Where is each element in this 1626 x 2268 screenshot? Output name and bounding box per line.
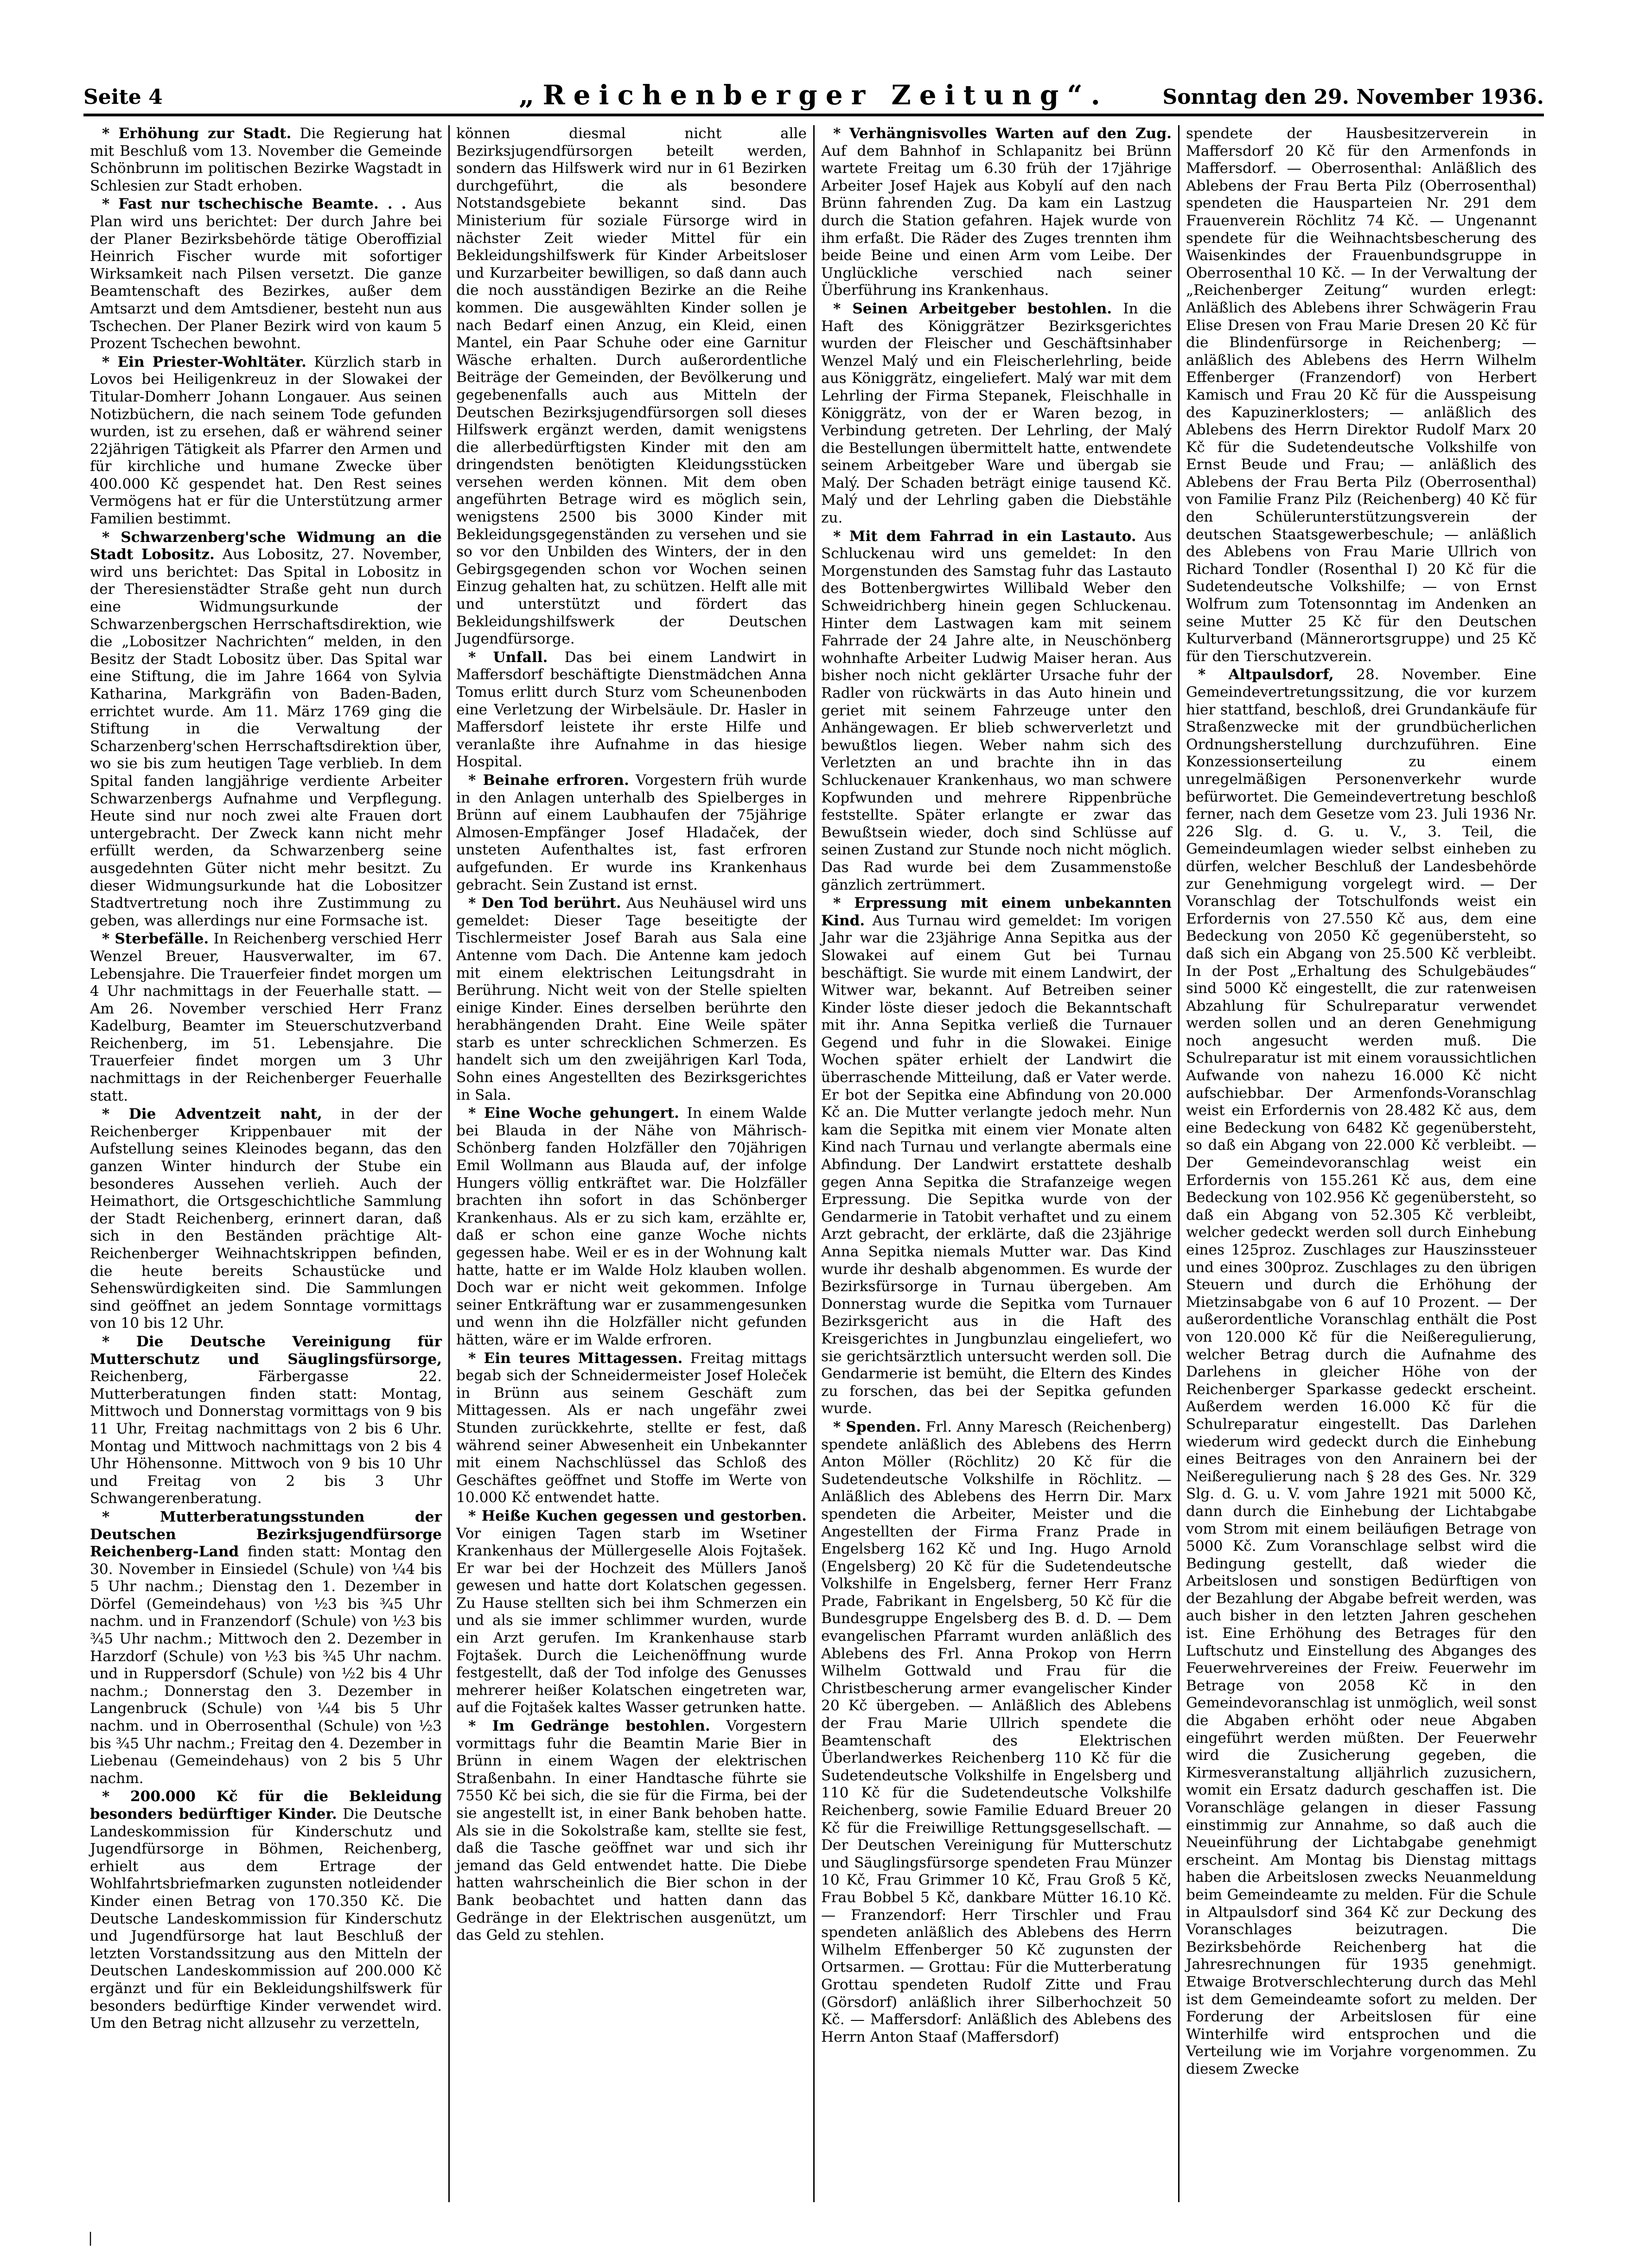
article-headline: * Schwarzenberg'sche Widmung an die Stadt Lobositz. <box>90 529 442 563</box>
article <box>456 125 807 648</box>
article-paragraph <box>90 1333 442 1508</box>
article-paragraph <box>821 895 1172 1418</box>
article-body: spendete der Hausbesitzerverein in Maffersdorf 20 Kč für den Armenfonds in Maffersdorf. — Oberrosenthal: Anläßlich des Ablebens der Frau Berta Pilz (Oberrosenthal) spendeten die Hausparteien Nr. 291 dem Frauenverein Röchlitz 74 Kč. — Ungenannt spendete für die Weihnachtsbescherung des Waisenkindes der Frauenbundsgruppe in Oberrosenthal 10 Kč. — In der Verwaltung der „Reichenberger Zeitung“ wurden erlegt: Anläßlich des Ablebens ihrer Schwägerin Frau Elise Dresen von Frau Marie Dresen 20 Kč für die Blindenfürsorge in Reichenberg; — anläßlich des Ablebens des Herrn Wilhelm Effenberger (Franzendorf) von Herbert Kamisch und Frau 20 Kč für die Ausspeisung des Kapuzinerklosters; — anläßlich des Ablebens des Herrn Direktor Rudolf Marx 20 Kč für die Sudetendeutsche Volkshilfe von Ernst Beude und Frau; — anläßlich des Ablebens der Frau Berta Pilz (Oberrosenthal) von Familie Franz Pilz (Reichenberg) 40 Kč für den Schülerunterstützungsverein der deutschen Staatsgewerbeschule; — anläßlich des Ablebens von Frau Marie Ullrich von Richard Tondler (Rosenthal I) 20 Kč für die Sudetendeutsche Volkshilfe; — von Ernst Wolfrum zum Totensonntag im Andenken an seine Mutter 25 Kč für den Deutschen Kulturverband (Männerortsgruppe) und 25 Kč für den Tierschutzverein. <box>1186 125 1537 665</box>
article-headline: * Eine Woche gehungert. <box>468 1105 679 1122</box>
column-4 <box>1178 125 1543 2202</box>
article-body: In die Haft des Königgrätzer Bezirksgerichtes wurden der Fleischer und Geschäftsinhaber Wenzel Malý und ein Fleischerlehrling, beide aus Königgrätz, eingeliefert. Malý war mit dem Lehrling der Firma Stepanek, Fleischhalle in Königgrätz, von der er Waren bezog, in Verbindung getreten. Der Lehrling, der Malý die Bestellungen übermittelt hatte, entwendete seinem Arbeitgeber Ware und übergab sie Malý. Der Schaden beträgt einige tausend Kč. Malý und der Lehrling gaben die Diebstähle zu. <box>821 300 1172 527</box>
article <box>821 125 1172 299</box>
article <box>456 772 807 894</box>
column-1 <box>83 125 448 2202</box>
article-body: Kürzlich starb in Lovos bei Heiligenkreuz in der Slowakei der Titular-Domherr Johann Longauer. Aus seinen Notizbüchern, die nach seinem Tode gefunden wurden, ist zu ersehen, daß er während seiner 22jährigen Tätigkeit als Pfarrer den Armen und für kirchliche und humane Zwecke über 400.000 Kč gespendet hat. Den Rest seines Vermögens hat er für die Unterstützung armer Familien bestimmt. <box>90 353 442 528</box>
masthead <box>83 81 1544 116</box>
article <box>1186 125 1537 665</box>
article-body: Vorgestern früh wurde in den Anlagen unterhalb des Spielberges in Brünn auf einem Laubhaufen der 75jährige Almosen-Empfänger Josef Hladaček, der unsteten Aufenthaltes ist, fast erfroren aufgefunden. Er wurde ins Krankenhaus gebracht. Sein Zustand ist ernst. <box>456 771 807 893</box>
article-headline: * 200.000 Kč für die Bekleidung besonders bedürftiger Kinder. <box>90 1788 442 1822</box>
article-headline: * Erhöhung zur Stadt. <box>102 125 292 142</box>
article <box>821 1419 1172 2046</box>
article-body: Frl. Anny Maresch (Reichenberg) spendete anläßlich des Ablebens des Herrn Anton Möller (Röchlitz) 20 Kč für die Sudetendeutsche Volkshilfe in Röchlitz. — Anläßlich des Ablebens des Herrn Dir. Marx spendeten die Arbeiter, Meister und die Angestellten der Firma Franz Prade in Engelsberg 162 Kč und Ing. Hugo Arnold (Engelsberg) 20 Kč für die Sudetendeutsche Volkshilfe in Engelsberg, ferner Herr Franz Prade, Fabrikant in Engelsberg, 50 Kč für die Bundesgruppe Engelsberg des B. d. D. — Dem evangelischen Pfarramt wurden anläßlich des Ablebens des Frl. Anna Prokop von Herrn Wilhelm Gottwald und Frau für die Christbescherung armer evangelischer Kinder 20 Kč übergeben. — Anläßlich des Ablebens der Frau Marie Ullrich spendete die Beamtenschaft des Elektrischen Überlandwerkes Reichenberg 110 Kč für die Sudetendeutsche Volkshilfe in Engelsberg und 110 Kč für die Sudetendeutsche Volkshilfe Reichenberg, sowie Familie Eduard Breuer 20 Kč für die Freiwillige Rettungsgesellschaft. — Der Deutschen Vereinigung für Mutterschutz und Säuglingsfürsorge spendeten Frau Münzer 10 Kč, Frau Grimmer 10 Kč, Frau Groß 5 Kč, Frau Bobbel 5 Kč, dankbare Mütter 16.10 Kč. — Franzendorf: Herr Tirschler und Frau spendeten anläßlich des Ablebens des Herrn Wilhelm Effenberger 50 Kč zugunsten der Ortsarmen. — Grottau: Für die Mutterberatung Grottau spendeten Rudolf Zitte und Frau (Görsdorf) anläßlich ihrer Silberhochzeit 50 Kč. — Maffersdorf: Anläßlich des Ablebens des Herrn Anton Staaf (Maffersdorf) <box>821 1418 1172 2045</box>
article-paragraph <box>1186 125 1537 665</box>
article-body: In einem Walde bei Blauda in der Nähe von Mährisch-Schönberg fanden Holzfäller den 70jährigen Emil Wollmann aus Blauda auf, der infolge Hungers völlig entkräftet war. Die Holzfäller brachten ihn sofort in das Schönberger Krankenhaus. Als er zu sich kam, erzählte er, daß er schon eine ganze Woche nichts gegessen habe. Weil er es in der Wohnung kalt hatte, hatte er im Walde Holz klauben wollen. Doch war er nicht weit gekommen. Infolge seiner Entkräftung war er zusammengesunken und wenn ihn die Holzfäller nicht gefunden hätten, wäre er im Walde erfroren. <box>456 1105 807 1348</box>
article <box>456 1718 807 1944</box>
article-headline: * Altpaulsdorf, <box>1198 666 1334 683</box>
article-body: Reichenberg, Färbergasse 22. Mutterberatungen finden statt: Montag, Mittwoch und Donnerstag vormittags von 9 bis 11 Uhr, Freitag nachmittags von 2 bis 6 Uhr. Montag und Mittwoch nachmittags von 2 bis 4 Uhr Höhensonne. Mittwoch von 9 bis 10 Uhr und Freitag von 2 bis 3 Uhr Schwangerenberatung. <box>90 1368 442 1507</box>
column-3 <box>813 125 1178 2202</box>
article-headline: * Erpressung mit einem unbekannten Kind. <box>821 895 1172 929</box>
text-columns <box>83 125 1544 2202</box>
issue-date: Sonntag den 29. November 1936. <box>1162 85 1544 109</box>
article-body: Aus Neuhäusel wird uns gemeldet: Dieser Tage beseitigte der Tischlermeister Josef Barah aus Sala eine Antenne vom Dach. Die Antenne kam jedoch mit einem elektrischen Leitungsdraht in Berührung. Nicht weit von der Stelle spielten einige Kinder. Eines derselben berührte den herabhängenden Draht. Eine Weile später starb es unter schrecklichen Schmerzen. Es handelt sich um den zweijährigen Karl Toda, Sohn eines Angestellten des Bezirksgerichtes in Sala. <box>456 895 807 1103</box>
article-headline: * Die Deutsche Vereinigung für Mutterschutz und Säuglingsfürsorge, <box>90 1333 442 1368</box>
article-paragraph <box>90 196 442 352</box>
article-paragraph <box>90 354 442 528</box>
article-body: in der der Reichenberger Krippenbauer mit der Aufstellung seines Kleinodes begann, das den ganzen Winter hindurch der Stube ein besonderes Aussehen verlieh. Auch der Heimathort, die Ortsgeschichtliche Sammlung der Stadt Reichenberg, erinnert daran, daß sich in den Beständen prächtige Alt-Reichenberger Weihnachtskrippen befinden, die heute bereits Schaustücke und Sehenswürdigkeiten sind. Die Sammlungen sind geöffnet an jedem Sonntage vormittags von 10 bis 12 Uhr. <box>90 1106 442 1332</box>
article-paragraph <box>90 1106 442 1332</box>
article-body: Das bei einem Landwirt in Maffersdorf beschäftigte Dienstmädchen Anna Tomus erlitt durch Sturz vom Scheunenboden eine Verletzung der Wirbelsäule. Dr. Hasler in Maffersdorf leistete ihr erste Hilfe und veranlaßte ihre Aufnahme in das hiesige Hospital. <box>456 649 807 771</box>
article-paragraph <box>90 1509 442 1788</box>
article <box>90 1509 442 1788</box>
article-paragraph <box>90 1788 442 2032</box>
article-headline: * Mit dem Fahrrad in ein Lastauto. <box>833 528 1136 545</box>
article-paragraph <box>90 125 442 195</box>
article-headline: * Ein teures Mittagessen. <box>468 1350 683 1367</box>
article-body: Vorgestern vormittags fuhr die Beamtin Marie Bier in Brünn in einem Wagen der elektrischen Straßenbahn. In einer Handtasche führte sie 7550 Kč bei sich, die sie für die Firma, bei der sie angestellt ist, in einer Bank behoben hatte. Als sie in die Sokolstraße kam, stellte sie fest, daß die Tasche geöffnet war und sich ihr jemand das Geld entwendet hatte. Die Diebe hatten wahrscheinlich die Bier schon in der Bank beobachtet und hatten dann das Gedränge in der Elektrischen ausgenützt, um das Geld zu stehlen. <box>456 1718 807 1944</box>
article-body: In Reichenberg verschied Herr Wenzel Breuer, Hausverwalter, im 67. Lebensjahre. Die Trauerfeier findet morgen um 4 Uhr nachmittags in der Feuerhalle statt. — Am 26. November verschied Herr Franz Kadelburg, Beamter im Steuerschutzverband Reichenberg, im 51. Lebensjahre. Die Trauerfeier findet morgen um 3 Uhr nachmittags in der Reichenberger Feuerhalle statt. <box>90 930 442 1104</box>
article-headline: * Sterbefälle. <box>102 930 209 948</box>
article <box>821 300 1172 527</box>
article-body: finden statt: Montag den 30. November in Einsiedel (Schule) von ¼4 bis 5 Uhr nachm.; Dienstag den 1. Dezember in Dörfel (Gemeindehaus) von ½3 bis ¾5 Uhr nachm. und in Franzendorf (Schule) von ½3 bis ¾5 Uhr nachm.; Mittwoch den 2. Dezember in Harzdorf (Schule) von ½3 bis ¾5 Uhr nachm. und in Ruppersdorf (Schule) von ½2 bis 4 Uhr nachm.; Donnerstag den 3. Dezember in Langenbruck (Schule) von ¼4 bis 5 Uhr nachm. und in Oberrosenthal (Schule) von ½3 bis ¾5 Uhr nachm.; Freitag den 4. Dezember in Liebenau (Gemeindehaus) von 2 bis 5 Uhr nachm. <box>90 1543 442 1787</box>
article-headline: * Spenden. <box>833 1418 921 1435</box>
article-paragraph <box>456 895 807 1104</box>
page-number: Seite 4 <box>83 85 163 109</box>
article-body: Aus Turnau wird gemeldet: Im vorigen Jahr war die 23jährige Anna Sepitka aus der Slowakei auf einem Gut bei Turnau beschäftigt. Sie wurde mit einem Landwirt, der Witwer war, bekannt. Auf Betreiben seiner Kinder löste dieser jedoch die Bekanntschaft mit ihr. Anna Sepitka verließ die Turnauer Gegend und fuhr in die Slowakei. Einige Wochen später erhielt der Landwirt die überraschende Mitteilung, daß er Vater werde. Er bot der Sepitka eine Abfindung von 20.000 Kč an. Die Mutter verlangte jedoch mehr. Nun kam die Sepitka mit einem vier Monate alten Kind nach Turnau und verlangte abermals eine Abfindung. Der Landwirt erstattete deshalb gegen Anna Sepitka die Strafanzeige wegen Erpressung. Die Sepitka wurde von der Gendarmerie in Tatobit verhaftet und zu einem Arzt gebracht, der erklärte, daß die 23jährige Anna Sepitka niemals Mutter war. Das Kind wurde ihr deshalb abgenommen. Es wurde der Bezirksfürsorge in Turnau übergeben. Am Donnerstag wurde die Sepitka vom Turnauer Bezirksgericht aus in die Haft des Kreisgerichtes in Jungbunzlau eingeliefert, wo sie gerichtsärztlich untersucht werden soll. Die Gendarmerie ist bemüht, die Eltern des Kindes zu forschen, das bei der Sepitka gefunden wurde. <box>821 912 1172 1417</box>
article-paragraph <box>456 1718 807 1944</box>
article-paragraph <box>821 125 1172 299</box>
article-paragraph <box>456 772 807 894</box>
article-body: Vor einigen Tagen starb im Wsetiner Krankenhaus der Müllergeselle Alois Fojtašek. Er war bei der Hochzeit des Müllers Janoš gewesen und hatte dort Kolatschen gegessen. Zu Hause stellten sich bei ihm Schmerzen ein und als sie immer schlimmer wurden, wurde ein Arzt gerufen. Im Krankenhause starb Fojtašek. Durch die Leichenöffnung wurde festgestellt, daß der Tod infolge des Genusses mehrerer heißer Kolatschen eingetreten war, auf die Fojtašek kaltes Wasser getrunken hatte. <box>456 1525 807 1716</box>
article-paragraph <box>1186 666 1537 2078</box>
article-paragraph <box>821 528 1172 894</box>
article-paragraph <box>456 125 807 648</box>
article-paragraph <box>456 649 807 771</box>
newspaper-title: „Reichenberger Zeitung“. <box>519 79 1109 111</box>
article-headline: * Mutterberatungsstunden der Deutschen Bezirksjugendfürsorge Reichenberg-Land <box>90 1508 442 1561</box>
article <box>90 354 442 528</box>
article <box>456 895 807 1104</box>
article <box>90 930 442 1105</box>
article-headline: * Heiße Kuchen gegessen und gestorben. <box>468 1507 807 1524</box>
article <box>90 125 442 195</box>
article-paragraph <box>90 529 442 930</box>
article <box>90 529 442 930</box>
article-headline: * Im Gedränge bestohlen. <box>468 1718 710 1735</box>
article-paragraph <box>456 1105 807 1349</box>
article-headline: * Unfall. <box>468 649 548 666</box>
article <box>456 1105 807 1349</box>
article-body: Aus Lobositz, 27. November, wird uns berichtet: Das Spital in Lobositz in der Theresienstädter Straße geht nun durch eine Widmungsurkunde der Schwarzenbergschen Herrschaftsdirektion, wie die „Lobositzer Nachrichten“ melden, in den Besitz der Stadt Lobositz über. Das Spital war eine Stiftung, die im Jahre 1664 von Sylvia Katharina, Markgräfin von Baden-Baden, errichtet wurde. Am 11. März 1769 ging die Stiftung in die Verwaltung der Scharzenberg'schen Herrschaftsdirektion über, wo sie bis zum heutigen Tage verblieb. In dem Spital fanden langjährige verdiente Arbeiter Schwarzenbergs Aufnahme und Verpflegung. Heute sind nur noch zwei alte Frauen dort untergebracht. Der Zweck kann nicht mehr erfüllt werden, da Schwarzenberg seine ausgedehnten Güter nicht mehr besitzt. Zu dieser Widmungsurkunde hat die Lobositzer Stadtvertretung noch ihre Zustimmung zu geben, was allerdings nur eine Formsache ist. <box>90 546 442 929</box>
article-body: 28. November. Eine Gemeindevertretungssitzung, die vor kurzem hier stattfand, beschloß, drei Grundankäufe für Straßenzwecke mit der grundbücherlichen Ordnungsherstellung durchzuführen. Eine Konzessionserteilung zu einem unregelmäßigen Personenverkehr wurde befürwortet. Die Gemeindevertretung beschloß ferner, nach dem Gesetze vom 23. Juli 1936 Nr. 226 Slg. d. G. u. V., 3. Teil, die Gemeindeumlagen wieder selbst einheben zu dürfen, welcher Beschluß der Landesbehörde zur Genehmigung vorgelegt wird. — Der Voranschlag der Totschulfonds weist ein Erfordernis von 27.550 Kč aus, dem eine Bedeckung von 2050 Kč gegenübersteht, so daß sich ein Abgang von 25.500 Kč verbleibt. In der Post „Erhaltung des Schulgebäudes“ sind 5000 Kč eingestellt, die zur ratenweisen Abzahlung für Schulreparatur verwendet werden sollen und an deren Genehmigung noch angesucht werden muß. Die Schulreparatur ist mit einem voraussichtlichen Aufwande von nahezu 16.000 Kč nicht aufschiebbar. Der Armenfonds-Voranschlag weist ein Erfordernis von 28.482 Kč aus, dem eine Bedeckung von 6482 Kč gegenübersteht, so daß ein Abgang von 22.000 Kč verbleibt. — Der Gemeindevoranschlag weist ein Erfordernis von 155.261 Kč aus, dem eine Bedeckung von 102.956 Kč gegenübersteht, so daß ein Abgang von 52.305 Kč verbleibt, welcher gedeckt werden soll durch Einhebung eines 125proz. Zuschlages zur Hauszinssteuer und eines 300proz. Zuschlages zu den übrigen Steuern und durch die Erhöhung der Mietzinsabgabe von 6 auf 10 Prozent. — Der außerordentliche Voranschlag enthält die Post von 120.000 Kč für die Neißeregulierung, welcher Betrag durch die Aufnahme des Darlehens in gleicher Höhe von der Reichenberger Sparkasse gedeckt erscheint. Außerdem werden 16.000 Kč für die Schulreparatur eingestellt. Das Darlehen wiederum wird gedeckt durch die Einhebung eines Beitrages von den Anrainern bei der Neißeregulierung nach § 28 des Ges. Nr. 329 Slg. d. G. u. V. vom Jahre 1921 mit 5000 Kč, dann durch die Einhebung der Lichtabgabe vom Strom mit einem beiläufigen Betrage von 5000 Kč. Zum Voranschlage selbst wird die Bedingung gestellt, daß wieder die Arbeitslosen und sonstigen Bedürftigen von der Bezahlung der Abgabe befreit werden, was auch bisher in den letzten Jahren geschehen ist. Eine Erhöhung des Betrages für den Luftschutz und Einstellung des Abganges des Feuerwehrvereines der Freiw. Feuerwehr im Betrage von 2058 Kč in den Gemeindevoranschlag ist unmöglich, weil sonst die Abgaben erhöht oder neue Abgaben eingeführt werden müßten. Der Feuerwehr wird die Zusicherung gegeben, die Kirmesveranstaltung alljährlich zuzusichern, womit ein Ersatz dadurch geschaffen ist. Die Voranschläge gelangen in dieser Fassung einstimmig zur Annahme, so daß auch die Neueinführung der Lichtabgabe genehmigt erscheint. Am Montag bis Dienstag mittags haben die Arbeitslosen zwecks Neuanmeldung beim Gemeindeamte zu melden. Für die Schule in Altpaulsdorf sind 364 Kč zur Deckung des Voranschlages beizutragen. Die Bezirksbehörde Reichenberg hat die Jahresrechnungen für 1935 genehmigt. Etwaige Brotverschlechterung durch das Mehl ist dem Gemeindeamte sofort zu melden. Der Forderung der Arbeitslosen für eine Winterhilfe wird entsprochen und die Verteilung wie im Vorjahre vorgenommen. Zu diesem Zwecke <box>1186 666 1537 2077</box>
article <box>90 196 442 352</box>
article-body: Aus Plan wird uns berichtet: Der durch Jahre bei der Planer Bezirksbehörde tätige Oberoffizial Heinrich Fischer wurde mit sofortiger Wirksamkeit nach Pilsen versetzt. Die ganze Beamtenschaft des Bezirkes, außer dem Amtsarzt und dem Amtsdiener, besteht nun aus Tschechen. Der Planer Bezirk wird von kaum 5 Prozent Tschechen bewohnt. <box>90 196 442 352</box>
article <box>456 1350 807 1507</box>
article-body: Aus Schluckenau wird uns gemeldet: In den Morgenstunden des Samstag fuhr das Lastauto des Bottenbergwirtes Willibald Weber den Schweidrichberg hinein gegen Schluckenau. Hinter dem Lastwagen kam mit seinem Fahrrade der 24 Jahre alte, in Neuschönberg wohnhafte Arbeiter Ludwig Maiser heran. Aus bisher noch nicht geklärter Ursache fuhr der Radler von rückwärts in das Auto hinein und geriet mit seinem Fahrzeuge unter den Anhängewagen. Er blieb schwerverletzt und bewußtlos liegen. Weber nahm sich des Verletzten an und brachte ihn in das Schluckenauer Krankenhaus, wo man schwere Kopfwunden und mehrere Rippenbrüche feststellte. Später erlangte er zwar das Bewußtsein wieder, doch sind Schlüsse auf seinen Zustand zur Stunde noch nicht möglich. Das Rad wurde bei dem Zusammenstoße gänzlich zertrümmert. <box>821 528 1172 893</box>
article-headline: * Ein Priester-Wohltäter. <box>102 353 306 370</box>
article <box>1186 666 1537 2078</box>
article-headline: * Den Tod berührt. <box>468 895 621 912</box>
article <box>90 1333 442 1508</box>
article-paragraph <box>821 1419 1172 2046</box>
article <box>90 1788 442 2032</box>
article-paragraph <box>90 930 442 1105</box>
column-2 <box>448 125 813 2202</box>
footer-mark: | <box>88 2230 93 2246</box>
article <box>821 895 1172 1418</box>
article-body: Die Regierung hat mit Beschluß vom 13. November die Gemeinde Schönbrunn im politischen Bezirke Wagstadt in Schlesien zur Stadt erhoben. <box>90 125 442 194</box>
article-body: Freitag mittags begab sich der Schneidermeister Josef Holeček in Brünn aus seinem Geschäft zum Mittagessen. Als er nach ungefähr zwei Stunden zurückkehrte, stellte er fest, daß während seiner Abwesenheit ein Unbekannter mit einem Nachschlüssel das Schloß des Geschäftes geöffnet und Stoffe im Werte von 10.000 Kč entwendet hatte. <box>456 1350 807 1506</box>
article-headline: * Fast nur tschechische Beamte. . . <box>102 196 407 213</box>
article <box>456 649 807 771</box>
article-paragraph <box>456 1350 807 1507</box>
article <box>456 1508 807 1717</box>
article-body: Auf dem Bahnhof in Schlapanitz bei Brünn wartete Freitag um 6.30 früh der 17jährige Arbeiter Josef Hajek aus Kobylí auf den nach Brünn fahrenden Zug. Da kam ein Lastzug durch die Station gefahren. Hajek wurde von ihm erfaßt. Die Räder des Zuges trennten ihm beide Beine und einen Arm vom Leibe. Der Unglückliche verschied nach seiner Überführung ins Krankenhaus. <box>821 142 1172 299</box>
article-paragraph <box>456 1508 807 1717</box>
article <box>90 1106 442 1332</box>
article-headline: * Beinahe erfroren. <box>468 771 629 789</box>
article-paragraph <box>821 300 1172 527</box>
article-headline: * Die Adventzeit naht, <box>102 1106 322 1123</box>
article-headline: * Verhängnisvolles Warten auf den Zug. <box>833 125 1172 142</box>
article-body: Die Deutsche Landeskommission für Kinderschutz und Jugendfürsorge in Böhmen, Reichenberg, erhielt aus dem Ertrage der Wohlfahrtsbriefmarken zugunsten notleidender Kinder einen Betrag von 170.350 Kč. Die Deutsche Landeskommission für Kinderschutz und Jugendfürsorge hat laut Beschluß der letzten Vorstandssitzung aus den Mitteln der Deutschen Landeskommission auf 200.000 Kč ergänzt und für ein Bekleidungshilfswerk für besonders bedürftige Kinder verwendet wird. Um den Betrag nicht allzusehr zu verzetteln, <box>90 1806 442 2032</box>
article-headline: * Seinen Arbeitgeber bestohlen. <box>833 300 1112 317</box>
article <box>821 528 1172 894</box>
article-body: können diesmal nicht alle Bezirksjugendfürsorgen beteilt werden, sondern das Hilfswerk wird nur in 61 Bezirken durchgeführt, die als besondere Notstandsgebiete bekannt sind. Das Ministerium für soziale Fürsorge wird in nächster Zeit wieder Mittel für ein Bekleidungshilfswerk für Kinder Arbeitsloser und Kurzarbeiter bewilligen, so daß dann auch die noch ausständigen Bezirke an die Reihe kommen. Die ausgewählten Kinder sollen je nach Bedarf einen Anzug, ein Kleid, einen Mantel, ein Paar Schuhe oder eine Garnitur Wäsche erhalten. Durch außerordentliche Beiträge der Gemeinden, der Bevölkerung und gegebenenfalls auch aus Mitteln der Deutschen Bezirksjugendfürsorgen soll dieses Hilfswerk ergänzt werden, damit wenigstens die allerbedürftigsten Kinder mit den am dringendsten benötigten Kleidungsstücken versehen werden können. Mit dem oben angeführten Betrage wird es möglich sein, wenigstens 2500 bis 3000 Kinder mit Bekleidungsgegenständen zu versehen und sie so vor den Unbilden des Winters, der in den Gebirgsgegenden schon vor Wochen seinen Einzug gehalten hat, zu schützen. Helft alle mit und unterstützt und fördert das Bekleidungshilfswerk der Deutschen Jugendfürsorge. <box>456 125 807 648</box>
